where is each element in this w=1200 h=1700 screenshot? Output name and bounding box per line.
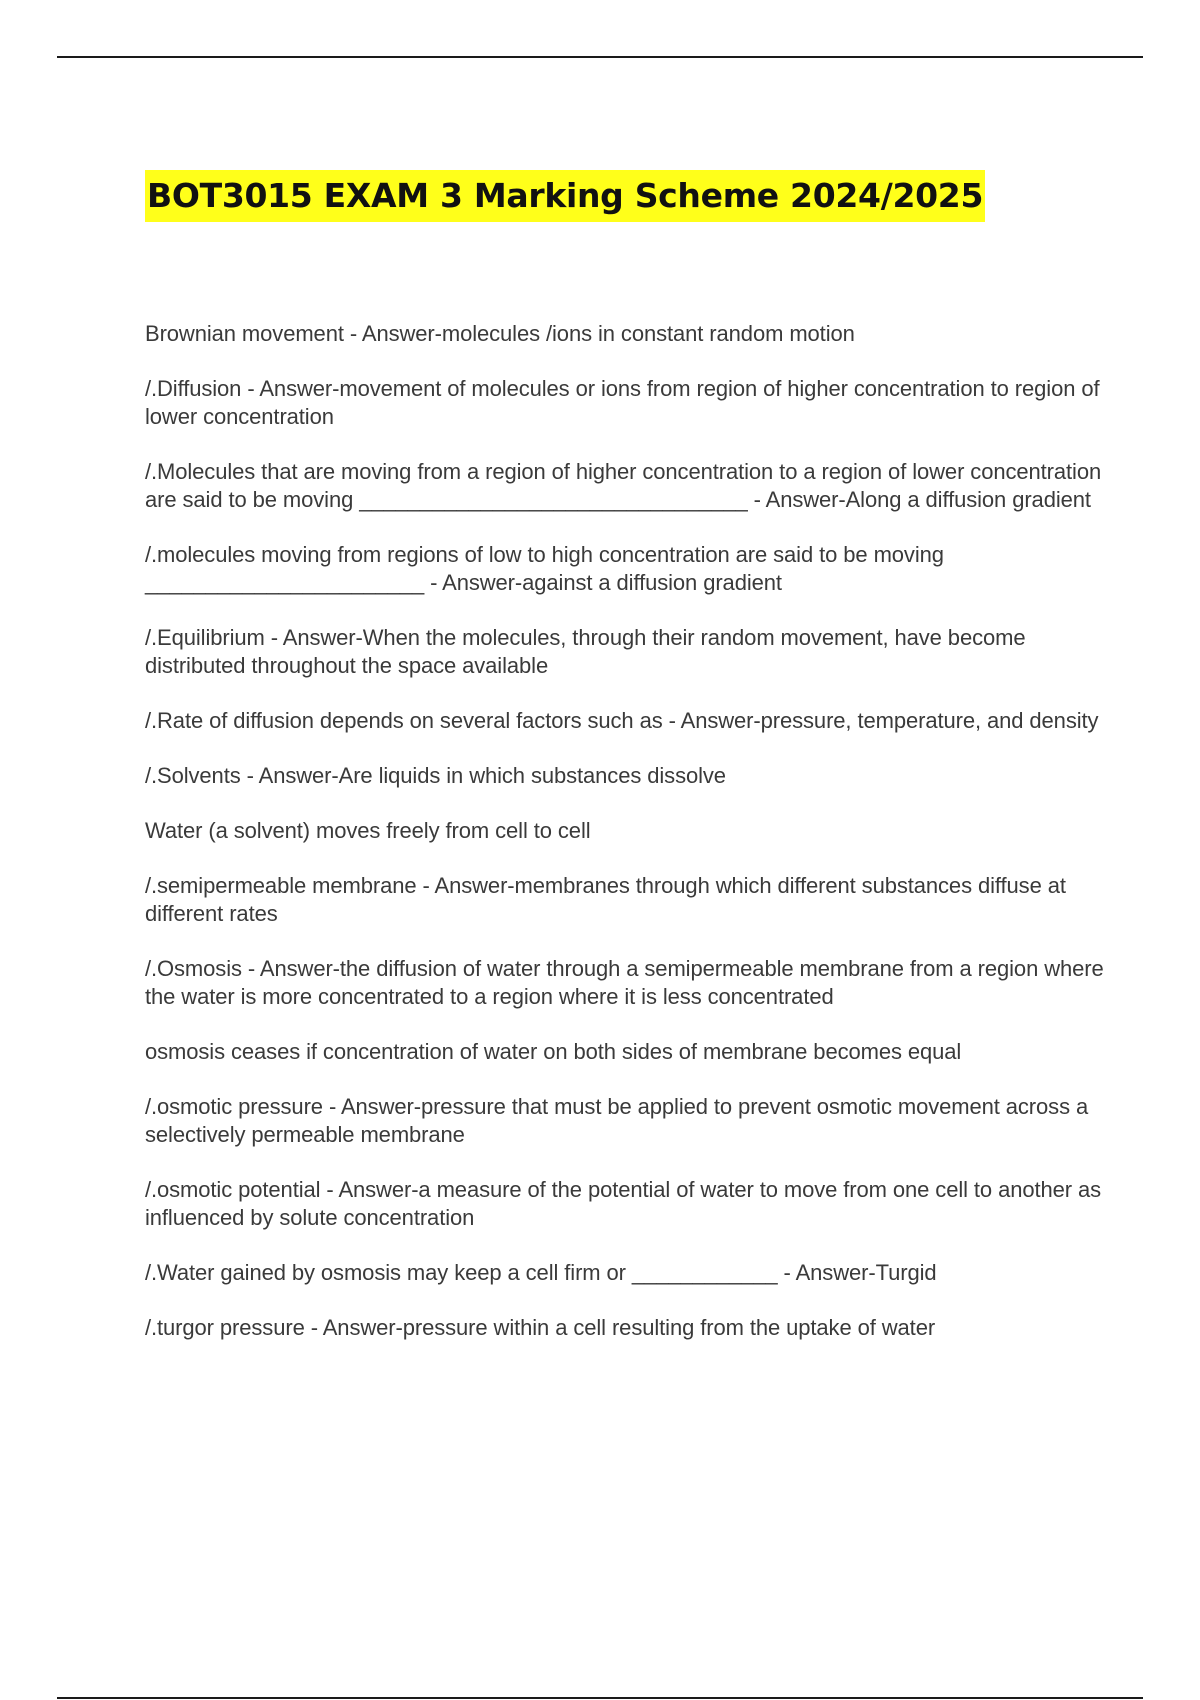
document-title: BOT3015 EXAM 3 Marking Scheme 2024/2025 [145,170,985,222]
entry-brownian-movement: Brownian movement - Answer-molecules /ions in constant random motion [145,321,855,346]
top-rule [57,56,1143,58]
document-body [145,320,1105,1369]
entry-osmotic-potential: /.osmotic potential - Answer-a measure of the potential of water to move from one cell to another as influenced by solute concentration [145,1177,1102,1230]
entry-osmotic-pressure: /.osmotic pressure - Answer-pressure that must be applied to prevent osmotic movement across a selectively permeable membrane [145,1094,1089,1147]
entry-osmosis: /.Osmosis - Answer-the diffusion of water through a semipermeable membrane from a region where the water is more concentrated to a region where it is less concentrated [145,956,1104,1009]
entry-semipermeable-membrane: /.semipermeable membrane - Answer-membranes through which different substances diffuse at different rates [145,873,1066,926]
entry-equilibrium: /.Equilibrium - Answer-When the molecules, through their random movement, have become distributed throughout the space available [145,625,1026,678]
entry-turgid: /.Water gained by osmosis may keep a cell firm or ____________ - Answer-Turgid [145,1260,937,1285]
entry-diffusion-gradient: /.Molecules that are moving from a region of higher concentration to a region of lower concentration are said to be moving ________________________________ - Answer-Along a diffusion gradient [145,459,1102,512]
bottom-rule [57,1697,1143,1699]
entry-solvents: /.Solvents - Answer-Are liquids in which substances dissolve [145,763,726,788]
title-block [145,170,985,222]
entry-rate-of-diffusion: /.Rate of diffusion depends on several factors such as - Answer-pressure, temperature, and density [145,708,1099,733]
entry-against-gradient: /.molecules moving from regions of low to high concentration are said to be moving _______________________ - Answer-against a diffusion gradient [145,542,944,595]
entry-osmosis-ceases: osmosis ceases if concentration of water on both sides of membrane becomes equal [145,1039,962,1064]
entry-water-solvent: Water (a solvent) moves freely from cell to cell [145,818,591,843]
entry-turgor-pressure: /.turgor pressure - Answer-pressure within a cell resulting from the uptake of water [145,1315,936,1340]
entry-diffusion: /.Diffusion - Answer-movement of molecules or ions from region of higher concentration to region of lower concentration [145,376,1100,429]
